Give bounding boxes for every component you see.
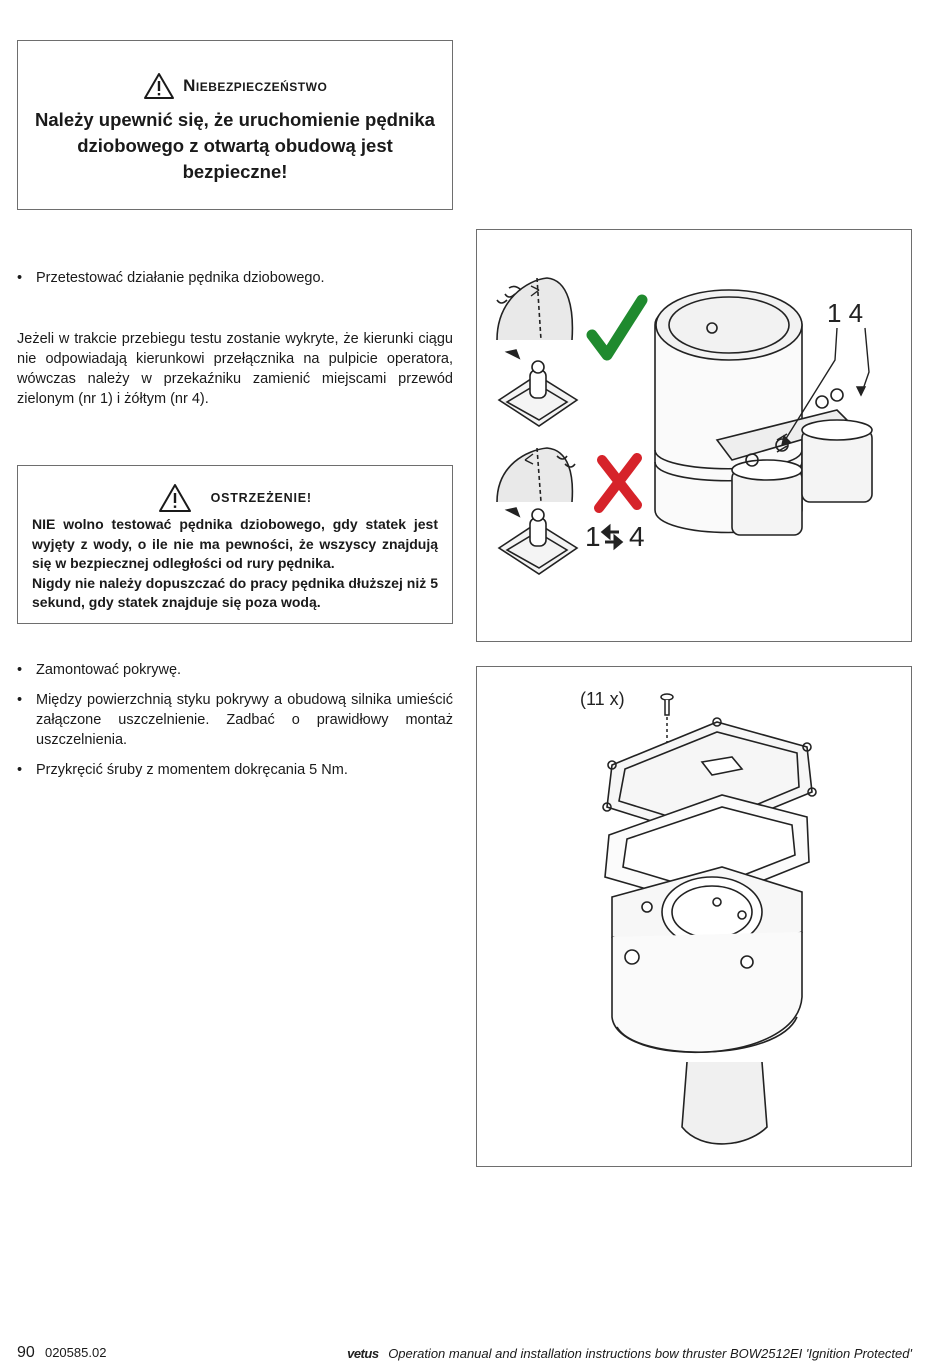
swap-label-right: 4 <box>629 521 645 552</box>
bullet-text: Przetestować działanie pędnika dziobowego. <box>36 270 325 286</box>
warning-text <box>32 515 438 613</box>
thruster-test-illustration <box>477 230 911 641</box>
bullet-item <box>17 760 453 780</box>
footer-page-info <box>17 1344 106 1362</box>
figure-cover-mounting <box>476 666 912 1167</box>
danger-text: Należy upewnić się, że uruchomienie pędnika dziobowego z otwartą obudową jest bezpieczne! <box>35 109 435 182</box>
warning-title: OSTRZEŻENIE! <box>210 491 312 505</box>
warning-header <box>18 483 452 513</box>
bullet-item <box>17 660 453 680</box>
bullet-item <box>17 268 453 288</box>
warning-line-2: Nigdy nie należy dopuszczać do pracy pędnika dłuższej niż 5 sekund, gdy statek znajduje się poza wodą. <box>32 574 438 610</box>
joystick-panel-wrong-drawing <box>499 508 577 574</box>
warning-triangle-icon <box>158 483 192 513</box>
figure-thruster-test <box>476 229 912 642</box>
page-number: 90 <box>17 1344 35 1361</box>
manual-title: Operation manual and installation instructions bow thruster BOW2512EI 'Ignition Protected' <box>388 1346 912 1361</box>
bullet-text: Między powierzchnią styku pokrywy a obudową silnika umieścić załączone uszczelnienie. Zadbać o prawidłowy montaż uszczelnienia. <box>36 692 453 748</box>
joystick-panel-correct-drawing <box>499 350 577 426</box>
screw-count-label: (11 x) <box>580 689 625 709</box>
document-code: 020585.02 <box>44 1345 107 1360</box>
footer-title <box>347 1346 912 1361</box>
bullet-text: Zamontować pokrywę. <box>36 662 182 678</box>
instruction-paragraph: Jeżeli w trakcie przebiegu testu zostanie wykryte, że kierunki ciągu nie odpowiadają kierunkowi przełącznika na pulpicie operatora, wówczas należy w przekaźniku zamienić miejscami przewód zielonym (nr 1) i żółtym (nr 4). <box>17 331 453 407</box>
screw-icon <box>661 694 673 742</box>
check-mark-icon <box>592 300 642 355</box>
motor-housing-drawing <box>612 867 802 1144</box>
danger-title: Niebezpieczeństwo <box>183 76 328 95</box>
bullet-dot: • <box>17 692 23 708</box>
warning-triangle-icon <box>143 72 175 100</box>
bullet-dot: • <box>17 270 23 286</box>
bullet-dot: • <box>17 662 23 678</box>
swap-label-left: 1 <box>585 521 601 552</box>
swap-arrows-icon <box>603 527 621 547</box>
bullet-text: Przykręcić śruby z momentem dokręcania 5 Nm. <box>36 762 348 778</box>
bullet-item <box>17 690 453 750</box>
warning-line-1: NIE wolno testować pędnika dziobowego, gdy statek jest wyjęty z wody, o ile nie ma pewności, że wszyscy znajdują się w bezpiecznej odległości od rury pędnika. <box>32 516 438 571</box>
danger-header <box>18 72 452 104</box>
brand-logo: vetus <box>347 1346 379 1361</box>
cross-mark-icon <box>599 458 637 508</box>
warning-box <box>17 465 453 624</box>
terminal-labels: 1 4 <box>827 298 864 328</box>
cover-mounting-illustration <box>477 667 911 1166</box>
bullet-dot: • <box>17 762 23 778</box>
boat-bow-correct-drawing <box>497 278 572 340</box>
danger-box <box>17 40 453 210</box>
boat-bow-wrong-drawing <box>497 448 575 502</box>
